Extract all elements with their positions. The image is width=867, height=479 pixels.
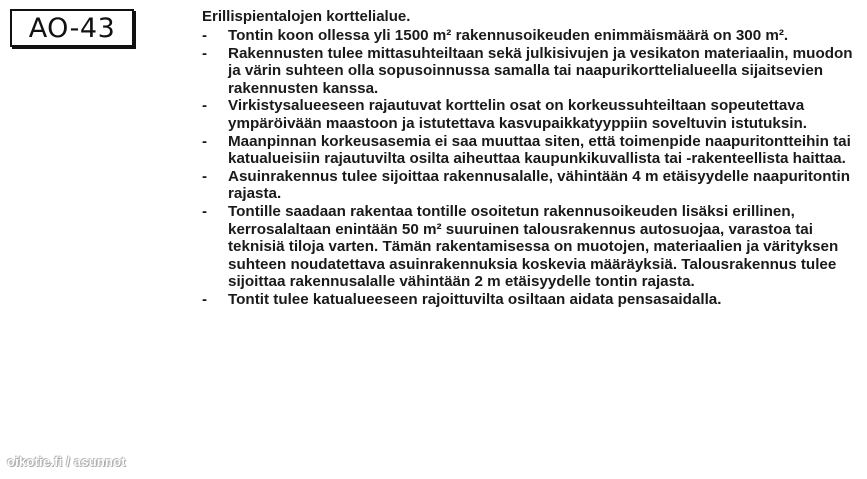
- list-item: [202, 97, 862, 132]
- bullet-dash: -: [202, 167, 208, 185]
- rule-text: Maanpinnan korkeusasemia ei saa muuttaa siten, että toimenpide naapuritontteihin tai katualueisiin rajautuvilta osilta aiheuttaa kaupunkikuvallista tai -rakenteellista haittaa.: [228, 132, 851, 168]
- bullet-dash: -: [202, 202, 208, 220]
- regulation-heading: Erillispientalojen korttelialue.: [202, 8, 411, 25]
- rule-text: Asuinrakennus tulee sijoittaa rakennusalalle, vähintään 4 m etäisyydelle naapuritontin rajasta.: [228, 167, 851, 203]
- list-item: [202, 291, 862, 309]
- bullet-dash: -: [202, 27, 208, 44]
- rule-text: Tontin koon ollessa yli 1500 m² rakennusoikeuden enimmäismäärä on 300 m².: [228, 27, 789, 44]
- regulation-text: [202, 8, 862, 309]
- rule-text: Virkistysalueeseen rajautuvat korttelin osat on korkeussuhteiltaan sopeutettava ympäröivään maastoon ja istutettava kasvupaikkatyyppiin soveltuvin istutuksin.: [228, 97, 808, 132]
- zone-code-box: [10, 9, 134, 47]
- list-item: [202, 27, 862, 45]
- bullet-dash: -: [202, 44, 208, 62]
- bullet-dash: -: [202, 97, 208, 115]
- rule-text: Tontit tulee katualueeseen rajoittuvilta osiltaan aidata pensasaidalla.: [228, 290, 722, 308]
- zone-code: AO-43: [28, 12, 116, 44]
- list-item: [202, 133, 862, 168]
- bullet-dash: -: [202, 132, 208, 150]
- rule-text: Tontille saadaan rakentaa tontille osoitetun rakennusoikeuden lisäksi erillinen, kerrosalaltaan enintään 50 m² suuruinen talousrakennus autosuojaa, varastoa tai teknisiä tiloja varten. Tämän rakentamisessa on muotojen, materiaalien ja värityksen suhteen noudatettava asuinrakennuksia koskevia määräyksiä. Talousrakennus tulee sijoittaa rakennusalalle vähintään 2 m etäisyydelle tontin rajasta.: [228, 202, 839, 291]
- bullet-dash: -: [202, 290, 208, 308]
- watermark: oikotie.fi / asunnot: [7, 454, 126, 469]
- rule-text: Rakennusten tulee mittasuhteiltaan sekä julkisivujen ja vesikaton materiaalin, muodon ja värin suhteen olla sopusoinnussa samalla tai naapurikorttelialueella sijaitsevien rakennusten kanssa.: [228, 44, 853, 97]
- list-item: [202, 203, 862, 291]
- list-item: [202, 168, 862, 203]
- rules-list: [202, 27, 862, 309]
- list-item: [202, 45, 862, 98]
